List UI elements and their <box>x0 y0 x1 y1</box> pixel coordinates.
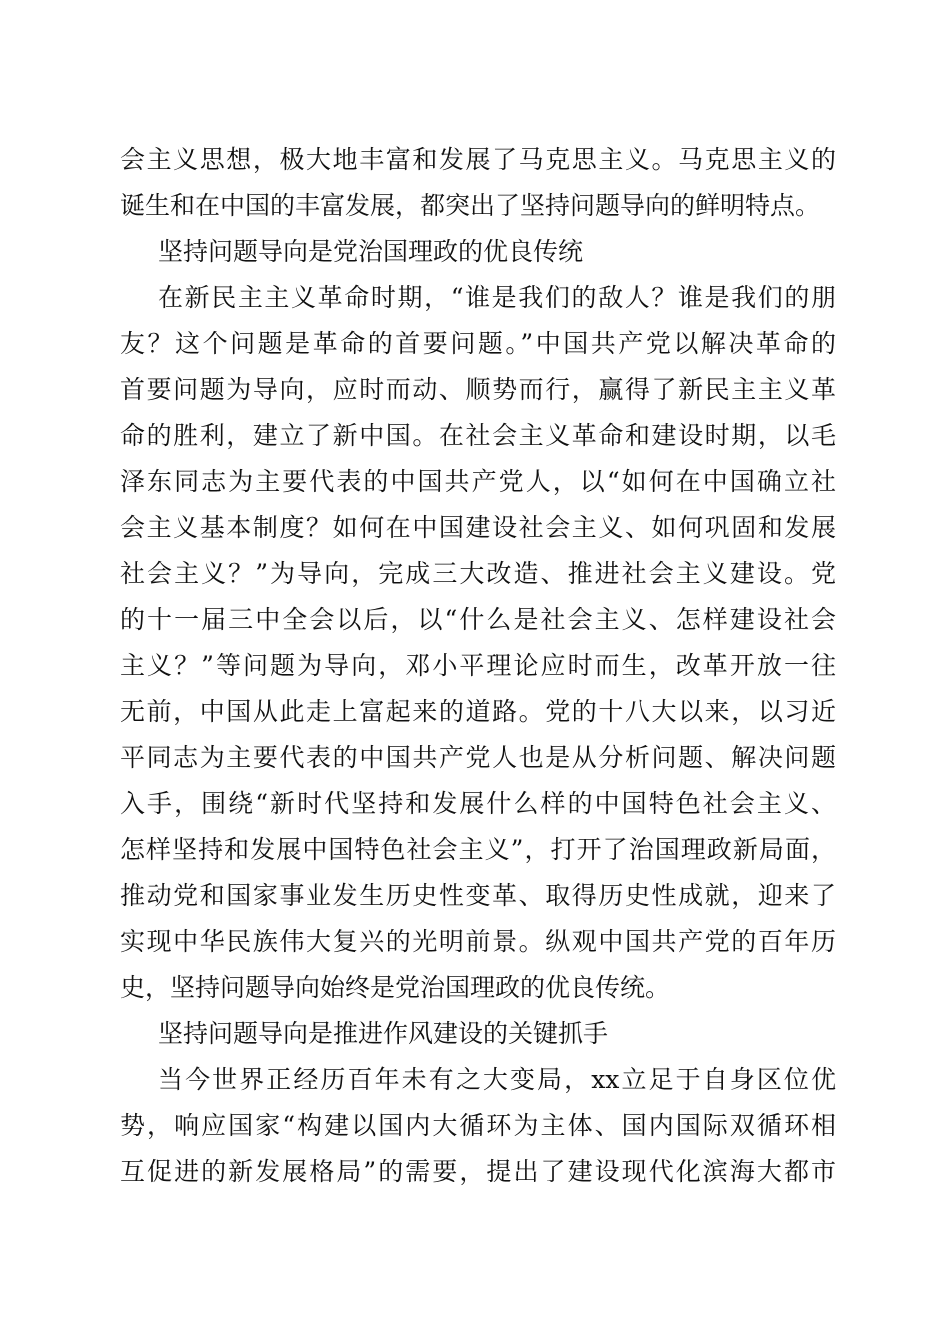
body-text-line: 首要问题为导向，应时而动、顺势而行，赢得了新民主主义革 <box>120 375 836 404</box>
body-text-line: 史，坚持问题导向始终是党治国理政的优良传统。 <box>120 973 671 1002</box>
body-text-line: 主义？”等问题为导向，邓小平理论应时而生，改革开放一往 <box>120 651 836 680</box>
body-text-line: 友？这个问题是革命的首要问题。”中国共产党以解决革命的 <box>120 329 836 358</box>
section-heading: 坚持问题导向是党治国理政的优良传统 <box>158 237 584 266</box>
body-text-line: 泽东同志为主要代表的中国共产党人，以“如何在中国确立社 <box>120 467 836 496</box>
body-text-line: 推动党和国家事业发生历史性变革、取得历史性成就，迎来了 <box>120 881 836 910</box>
body-text-line: 无前，中国从此走上富起来的道路。党的十八大以来，以习近 <box>120 697 836 726</box>
body-text-line: 入手，围绕“新时代坚持和发展什么样的中国特色社会主义、 <box>120 789 836 818</box>
body-text-line: 实现中华民族伟大复兴的光明前景。纵观中国共产党的百年历 <box>120 927 836 956</box>
body-text-line: 命的胜利，建立了新中国。在社会主义革命和建设时期，以毛 <box>120 421 836 450</box>
body-text-line: 平同志为主要代表的中国共产党人也是从分析问题、解决问题 <box>120 743 836 772</box>
body-text-line: 在新民主主义革命时期，“谁是我们的敌人？谁是我们的朋 <box>158 283 836 312</box>
body-text-line: 会主义思想，极大地丰富和发展了马克思主义。马克思主义的 <box>120 145 836 174</box>
body-text-line: 社会主义？”为导向，完成三大改造、推进社会主义建设。党 <box>120 559 836 588</box>
body-text-line: 当今世界正经历百年未有之大变局，xx立足于自身区位优 <box>158 1065 836 1094</box>
body-text-line: 会主义基本制度？如何在中国建设社会主义、如何巩固和发展 <box>120 513 836 542</box>
body-text-line: 诞生和在中国的丰富发展，都突出了坚持问题导向的鲜明特点。 <box>120 191 821 220</box>
section-heading: 坚持问题导向是推进作风建设的关键抓手 <box>158 1019 609 1048</box>
body-text-line: 的十一届三中全会以后，以“什么是社会主义、怎样建设社会 <box>120 605 836 634</box>
body-text-line: 互促进的新发展格局”的需要，提出了建设现代化滨海大都市 <box>120 1157 836 1186</box>
body-text-line: 怎样坚持和发展中国特色社会主义”，打开了治国理政新局面， <box>120 835 836 864</box>
body-text-line: 势，响应国家“构建以国内大循环为主体、国内国际双循环相 <box>120 1111 836 1140</box>
